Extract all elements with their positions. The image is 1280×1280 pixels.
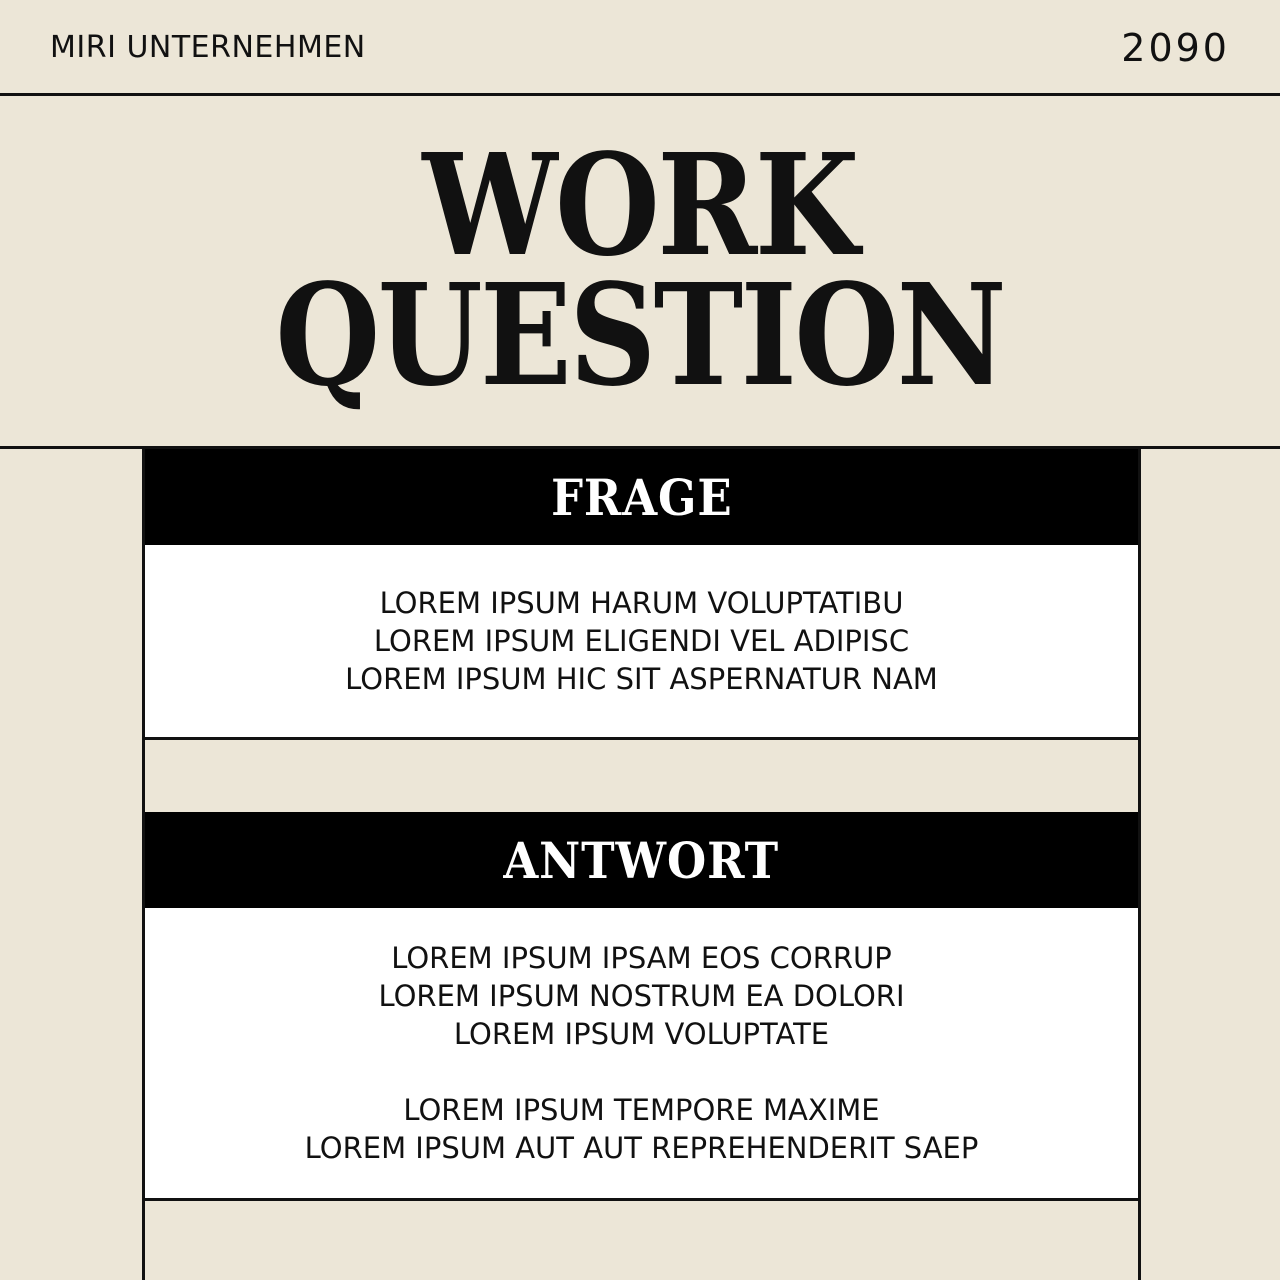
answer-line: LOREM IPSUM NOSTRUM EA DOLORI [378,979,905,1013]
brand-name: MIRI UNTERNEHMEN [50,30,366,65]
year-label: 2090 [1121,26,1230,70]
content-column [142,449,1141,1280]
answer-panel [145,908,1138,1201]
answer-heading: ANTWORT [503,830,780,890]
answer-heading-bar [145,812,1138,908]
answer-line: LOREM IPSUM TEMPORE MAXIME [403,1093,880,1127]
title-line-2: QUESTION [275,254,1005,418]
question-panel [145,545,1138,740]
answer-line: LOREM IPSUM VOLUPTATE [453,1017,830,1051]
title-line-1: WORK [422,124,858,288]
question-heading: FRAGE [550,467,733,527]
question-line: LOREM IPSUM HARUM VOLUPTATIBU [379,586,904,620]
question-heading-bar [145,449,1138,545]
page-header [0,0,1280,96]
hero-title [0,96,1280,449]
question-line: LOREM IPSUM HIC SIT ASPERNATUR NAM [345,662,938,696]
answer-line: LOREM IPSUM IPSAM EOS CORRUP [391,941,892,975]
answer-line: LOREM IPSUM AUT AUT REPREHENDERIT SAEP [304,1131,979,1165]
question-line: LOREM IPSUM ELIGENDI VEL ADIPISC [373,624,910,658]
